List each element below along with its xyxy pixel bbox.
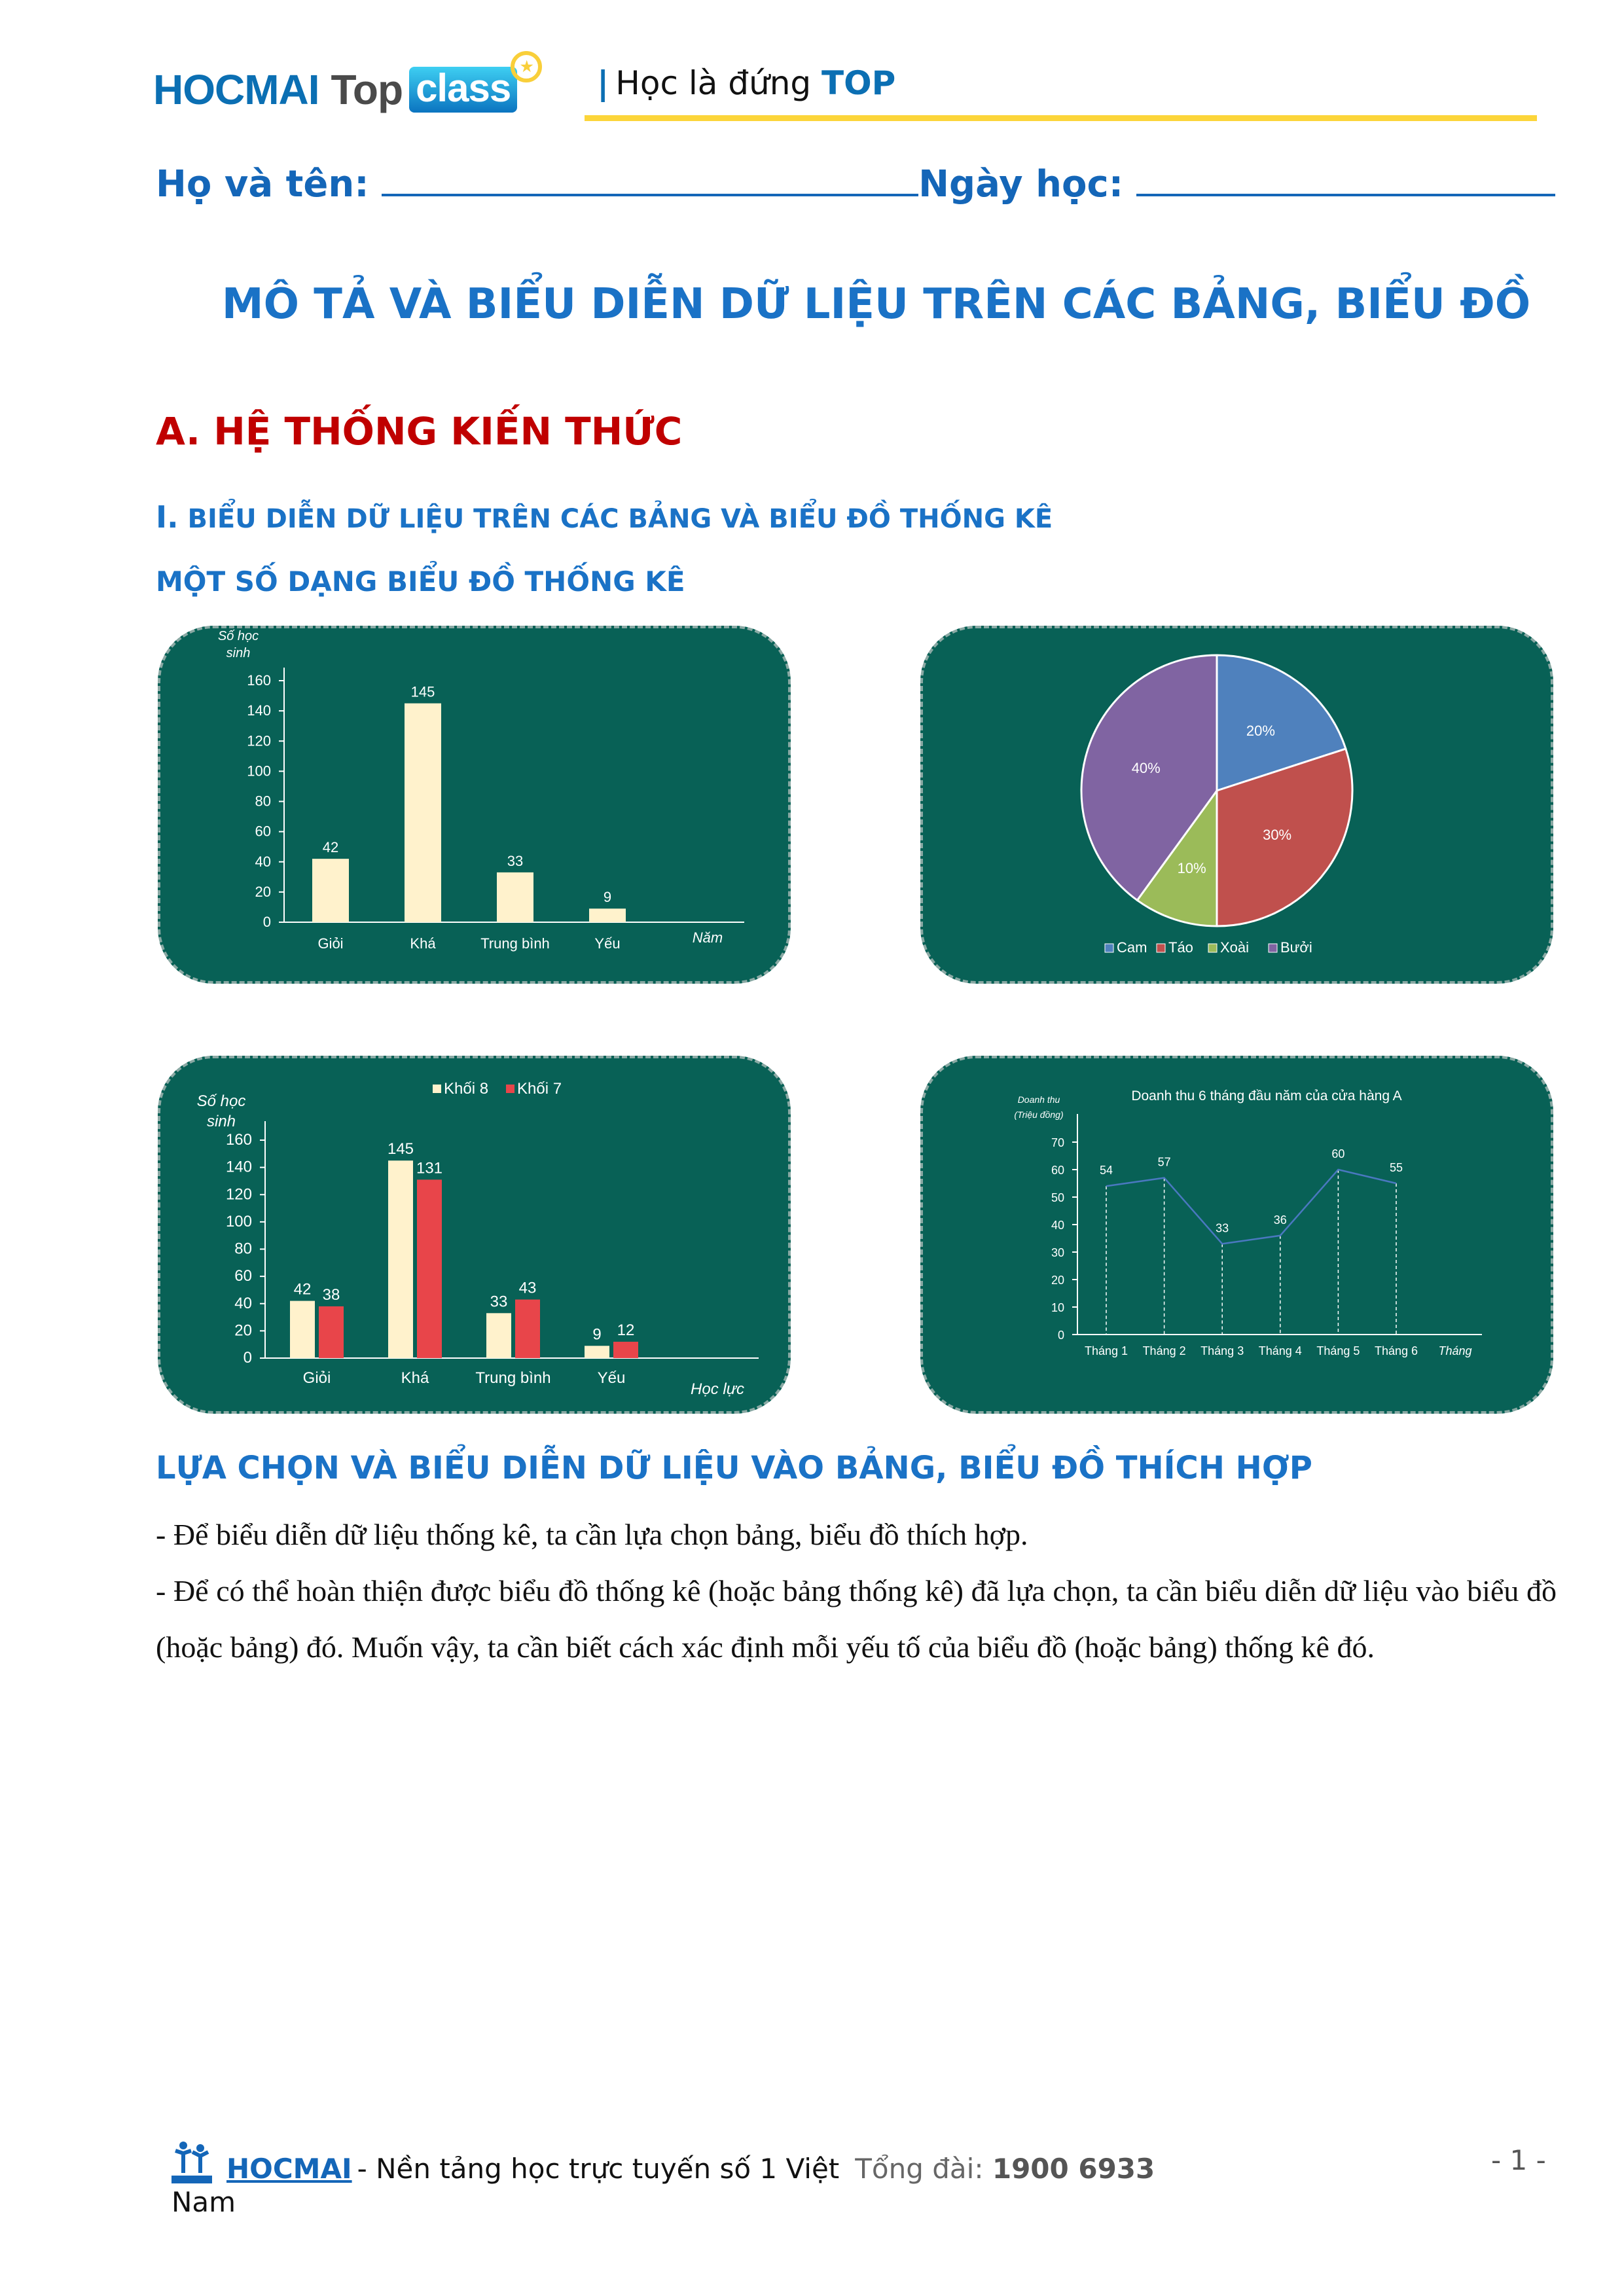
footer-slogan-cont: Nam [171, 2186, 236, 2218]
x-tick-label: Tháng 6 [1374, 1344, 1418, 1357]
footer-slogan: - Nền tảng học trực tuyến số 1 Việt [357, 2153, 840, 2185]
x-tick-label: Yếu [594, 935, 621, 952]
grouped-bar-chart-svg [158, 1056, 791, 1414]
y-axis-label: Số học [196, 1092, 246, 1110]
y-tick-label: 80 [255, 793, 271, 810]
legend-swatch [1208, 944, 1217, 952]
x-tick-label: Yếu [597, 1369, 626, 1387]
chart-pie [920, 626, 1553, 984]
legend-label: Khối 8 [444, 1080, 489, 1098]
data-label: 33 [507, 852, 524, 869]
y-tick-label: 140 [225, 1158, 252, 1176]
hotline-number: 1900 6933 [992, 2153, 1155, 2185]
y-tick-label: 40 [234, 1294, 252, 1312]
star-badge-icon: ★ [511, 51, 542, 82]
section-b-heading: LỰA CHỌN VÀ BIỂU DIỄN DỮ LIỆU VÀO BẢNG, BIỂU ĐỒ THÍCH HỢP [156, 1450, 1312, 1486]
page-title: MÔ TẢ VÀ BIỂU DIỄN DỮ LIỆU TRÊN CÁC BẢNG, BIỂU ĐỒ [221, 280, 1531, 329]
footer [169, 2139, 1155, 2185]
y-tick-label: 140 [247, 702, 271, 719]
bar [417, 1179, 442, 1358]
name-field[interactable] [382, 161, 918, 196]
data-label: 9 [603, 889, 612, 906]
data-label: 131 [416, 1159, 443, 1177]
data-label: 60 [1331, 1147, 1345, 1160]
section-a-heading: A. HỆ THỐNG KIẾN THỨC [156, 409, 683, 454]
bar [388, 1160, 413, 1358]
y-axis-label: Doanh thu [1017, 1094, 1060, 1105]
hotline-label: Tổng đài: [855, 2153, 984, 2185]
legend-swatch [1157, 944, 1165, 952]
data-label: 57 [1157, 1155, 1171, 1169]
subsection-i-heading [156, 499, 1053, 535]
hocmai-topclass-logo [153, 60, 542, 119]
data-label: 9 [592, 1325, 602, 1344]
y-tick-label: 50 [1051, 1191, 1064, 1204]
x-axis-label: Tháng [1438, 1344, 1472, 1357]
pie-chart-svg [920, 626, 1553, 984]
logo-top-text: Top [331, 66, 403, 113]
page-number: - 1 - [1491, 2144, 1546, 2176]
data-label: 43 [518, 1279, 537, 1297]
bar [497, 872, 533, 922]
y-tick-label: 160 [225, 1131, 252, 1149]
bar [515, 1300, 540, 1358]
legend-label: Cam [1117, 939, 1147, 956]
bar [486, 1313, 511, 1358]
y-axis-label: (Triệu đồng) [1014, 1109, 1064, 1120]
y-tick-label: 30 [1051, 1246, 1064, 1259]
y-axis-label: sinh [226, 646, 251, 660]
legend-label: Bưởi [1280, 939, 1312, 956]
subsection-number: I. [156, 499, 179, 535]
data-label: 33 [490, 1293, 508, 1311]
date-label: Ngày học: [918, 163, 1124, 206]
bar [589, 908, 626, 922]
data-label: 145 [410, 683, 435, 700]
slice-label: 20% [1246, 722, 1275, 739]
divider-bar: | [597, 64, 609, 102]
chart-types-heading: MỘT SỐ DẠNG BIỂU ĐỒ THỐNG KÊ [156, 565, 685, 598]
y-tick-label: 40 [255, 853, 271, 870]
x-axis-label: Năm [692, 929, 723, 946]
y-tick-label: 40 [1051, 1219, 1064, 1232]
y-tick-label: 100 [247, 762, 271, 780]
x-tick-label: Giỏi [302, 1369, 331, 1387]
x-tick-label: Trung bình [480, 935, 550, 952]
x-tick-label: Tháng 2 [1142, 1344, 1186, 1357]
hotline [855, 2153, 1155, 2185]
y-tick-label: 100 [225, 1212, 252, 1230]
y-tick-label: 80 [234, 1240, 252, 1258]
y-tick-label: 20 [234, 1321, 252, 1340]
data-label: 145 [387, 1140, 414, 1158]
chart-bar-grouped [158, 1056, 791, 1414]
bar-chart-svg [158, 626, 791, 984]
bar [585, 1346, 609, 1358]
y-tick-label: 10 [1051, 1301, 1064, 1314]
date-field[interactable] [1136, 161, 1555, 196]
y-tick-label: 0 [1057, 1329, 1064, 1342]
x-tick-label: Tháng 4 [1258, 1344, 1302, 1357]
data-label: 33 [1216, 1221, 1229, 1235]
data-label: 55 [1389, 1161, 1403, 1174]
legend-swatch [506, 1085, 514, 1093]
header-underline [585, 115, 1537, 121]
name-label: Họ và tên: [156, 163, 369, 206]
bar [312, 859, 349, 922]
x-tick-label: Khá [401, 1369, 429, 1387]
y-tick-label: 20 [255, 883, 271, 900]
tagline [597, 64, 895, 102]
y-tick-label: 60 [1051, 1164, 1064, 1177]
y-tick-label: 120 [225, 1185, 252, 1204]
series-line [1106, 1170, 1396, 1244]
legend-label: Khối 7 [517, 1080, 562, 1098]
legend-swatch [1105, 944, 1113, 952]
bar [613, 1342, 638, 1358]
bar [319, 1306, 344, 1358]
subsection-title: BIỂU DIỄN DỮ LIỆU TRÊN CÁC BẢNG VÀ BIỂU ĐỒ THỐNG KÊ [187, 504, 1053, 534]
slice-label: 40% [1131, 759, 1161, 776]
legend-label: Xoài [1220, 939, 1250, 956]
x-tick-label: Giỏi [317, 935, 344, 952]
y-tick-label: 160 [247, 672, 271, 689]
line-chart-svg [920, 1056, 1553, 1414]
chart-line [920, 1056, 1553, 1414]
x-tick-label: Tháng 1 [1084, 1344, 1128, 1357]
y-tick-label: 70 [1051, 1136, 1064, 1149]
slice-label: 30% [1263, 826, 1292, 843]
y-tick-label: 0 [262, 914, 271, 930]
y-tick-label: 0 [243, 1349, 252, 1367]
x-tick-label: Trung bình [475, 1369, 551, 1387]
legend-swatch [433, 1085, 441, 1093]
bar [405, 704, 441, 922]
logo-hocmai-text: HOCMAI [153, 66, 319, 113]
paragraph: - Để biểu diễn dữ liệu thống kê, ta cần lựa chọn bảng, biểu đồ thích hợp. [156, 1518, 1028, 1551]
chart-title: Doanh thu 6 tháng đầu năm của cửa hàng A [1131, 1088, 1402, 1103]
y-tick-label: 60 [255, 823, 271, 840]
chart-bar-single [158, 626, 791, 984]
tagline-bold: TOP [821, 64, 896, 102]
data-label: 54 [1099, 1164, 1113, 1177]
bar [290, 1301, 315, 1358]
legend-label: Táo [1168, 939, 1193, 956]
data-label: 42 [293, 1280, 312, 1299]
y-tick-label: 60 [234, 1267, 252, 1285]
paragraph: - Để có thể hoàn thiện được biểu đồ thống kê (hoặc bảng thống kê) đã lựa chọn, ta cần biểu diễn dữ liệu vào biểu đồ (hoặc bảng) đó. Muốn vậy, ta cần biết cách xác định mỗi yếu tố của biểu đồ (hoặc bảng) thống kê đó. [156, 1574, 1557, 1664]
logo-class-text: class [409, 67, 517, 113]
x-tick-label: Khá [410, 935, 436, 952]
data-label: 36 [1273, 1213, 1287, 1227]
hocmai-people-icon [169, 2139, 215, 2185]
x-axis-label: Học lực [691, 1380, 744, 1398]
student-info-line [156, 161, 1555, 206]
data-label: 38 [322, 1285, 340, 1304]
data-label: 12 [617, 1321, 635, 1340]
hocmai-link[interactable]: HOCMAI [226, 2153, 352, 2185]
data-label: 42 [322, 839, 339, 856]
tagline-text: Học là đứng [615, 64, 812, 102]
x-tick-label: Tháng 3 [1200, 1344, 1244, 1357]
x-tick-label: Tháng 5 [1316, 1344, 1360, 1357]
y-tick-label: 120 [247, 732, 271, 749]
y-axis-label: Số học [217, 629, 259, 643]
legend-swatch [1269, 944, 1277, 952]
slice-label: 10% [1177, 860, 1206, 877]
y-tick-label: 20 [1051, 1274, 1064, 1287]
y-axis-label: sinh [206, 1113, 236, 1130]
